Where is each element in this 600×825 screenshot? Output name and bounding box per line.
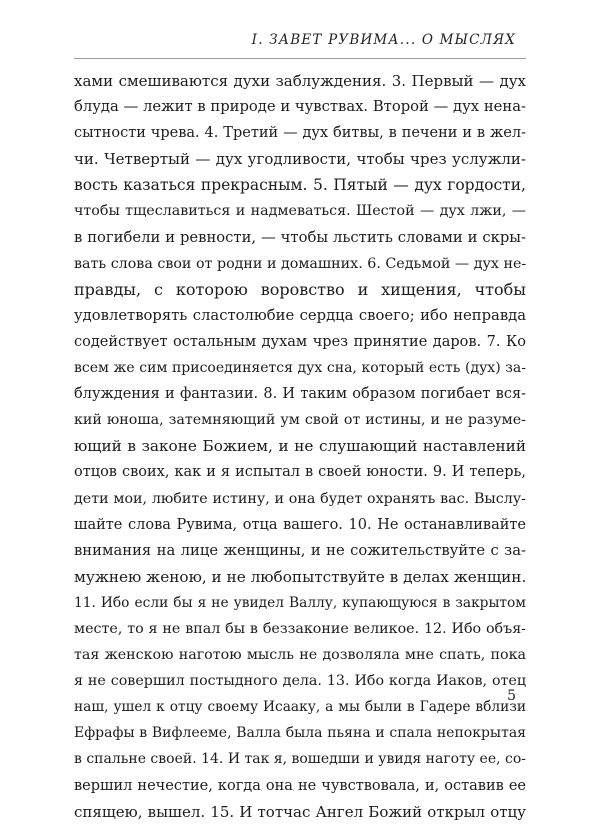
text-line: отцов своих, как и я испытал в своей юности. 9. И теперь,: [74, 464, 526, 481]
text-line: чи. Четвертый — дух угодливости, чтобы чрез услужли-: [74, 150, 526, 169]
text-line: я не совершил постыдного дела. 13. Ибо когда Иаков, отец: [74, 673, 526, 690]
text-line: блуждения и фантазии. 8. И таким образом погибает вся-: [74, 386, 526, 403]
text-line: дети мои, любите истину, и она будет охранять вас. Выслу-: [74, 490, 526, 507]
text-line: содействует остальным духам чрез принятие даров. 7. Ко: [74, 333, 526, 350]
text-line: в погибели и ревности, — чтобы льстить словами и скры-: [74, 228, 526, 246]
text-line: месте, то я не впал бы в беззаконие великое. 12. Ибо объя-: [74, 620, 526, 637]
text-line: в спальне своей. 14. И так я, вошедши и увидя наготу ее, со-: [74, 751, 526, 768]
text-line: тая женскою наготою мысль не дозволяла мне спать, пока: [74, 647, 526, 664]
text-line: наш, ушел к отцу своему Исааку, а мы были в Гадере вблизи: [74, 699, 526, 716]
text-line: шайте слова Рувима, отца вашего. 10. Не останавливайте: [74, 516, 526, 533]
text-line: внимания на лице женщины, и не сожительствуйте с за-: [74, 541, 526, 559]
body-text: [74, 68, 526, 825]
text-line: правды, с которою воровство и хищения, чтобы: [74, 279, 526, 299]
running-head: I. ЗАВЕТ РУВИМА... О МЫСЛЯХ: [251, 32, 516, 48]
text-line: удовлетворять сластолюбие сердца своего; ибо неправда: [74, 306, 526, 324]
text-line: вость казаться прекрасным. 5. Пятый — дух гордости,: [74, 176, 526, 195]
text-line: блуда — лежит в природе и чувствах. Второй — дух нена-: [74, 98, 526, 116]
page-number: 5: [507, 688, 516, 704]
text-line: мужнею женою, и не любопытствуйте в делах женщин.: [74, 567, 526, 586]
text-line: 11. Ибо если бы я не увидел Валлу, купающуюся в закрытом: [74, 594, 526, 611]
text-line: чтобы тщеславиться и надмеваться. Шестой — дух лжи, —: [74, 203, 526, 220]
header-rule: [74, 58, 526, 59]
text-line: Ефрафы в Вифлееме, Валла была пьяна и спала непокрытая: [74, 725, 526, 742]
text-line: спящею, вышел. 15. И тотчас Ангел Божий открыл отцу: [74, 802, 526, 821]
text-line: всем же сим присоединяется дух сна, который есть (дух) за-: [74, 360, 526, 377]
text-line: вершил нечестие, когда она не чувствовала, и, оставив ее: [74, 777, 526, 794]
text-line: кий юноша, затемняющий ум свой от истины, и не разуме-: [74, 412, 526, 429]
text-line: хами смешиваются духи заблуждения. 3. Первый — дух: [74, 72, 526, 90]
text-line: ющий в законе Божием, и не слушающий наставлений: [74, 437, 526, 456]
text-line: вать слова свои от родни и домашних. 6. Седьмой — дух не-: [74, 255, 526, 272]
text-line: сытности чрева. 4. Третий — дух битвы, в печени и в жел-: [74, 125, 526, 142]
